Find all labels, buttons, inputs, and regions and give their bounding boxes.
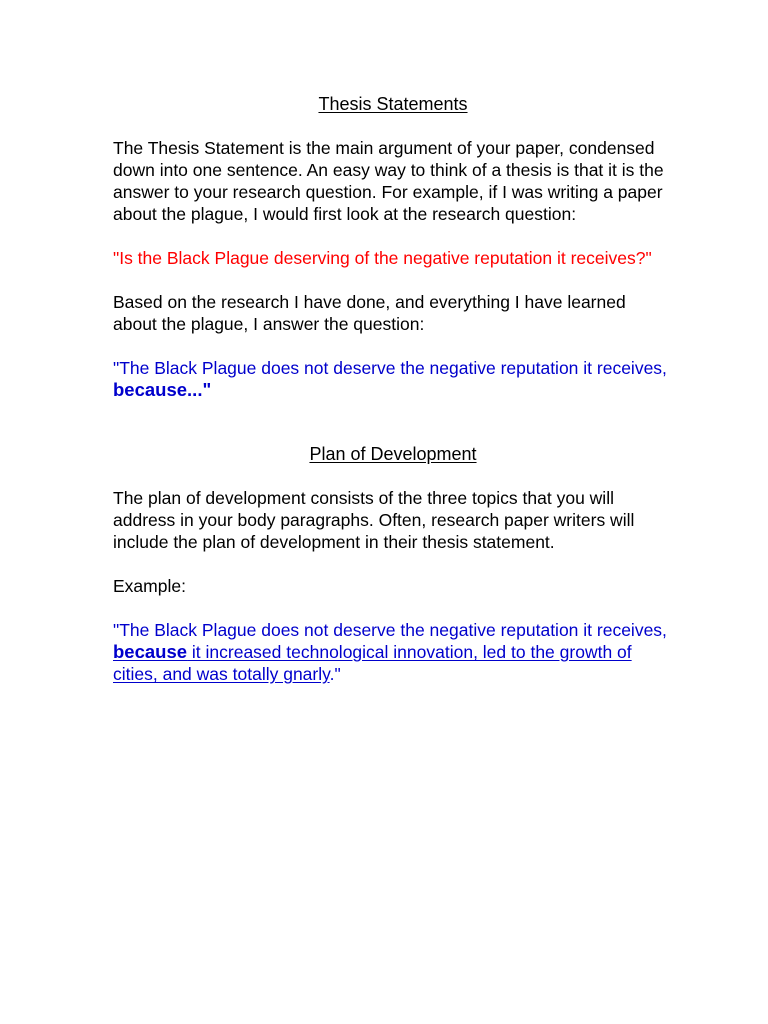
thesis-answer-because: because...": [113, 379, 212, 400]
example-thesis-suffix: .": [329, 664, 341, 684]
example-thesis-because: because: [113, 641, 188, 662]
plan-intro-paragraph: The plan of development consists of the three topics that you will address in your body paragraphs. Often, research paper writers will include the plan of development in their thesis statement.: [113, 488, 635, 552]
example-thesis-prefix: "The Black Plague does not deserve the negative reputation it receives,: [113, 620, 667, 640]
thesis-statements-heading: Thesis Statements: [318, 94, 468, 114]
plan-of-development-heading: Plan of Development: [309, 444, 477, 464]
research-question-text: "Is the Black Plague deserving of the negative reputation it receives?": [113, 248, 652, 268]
example-label: Example:: [113, 576, 186, 596]
example-thesis-text: [113, 619, 673, 685]
thesis-intro-paragraph: The Thesis Statement is the main argument of your paper, condensed down into one sentence. An easy way to think of a thesis is that it is the answer to your research question. For example, if I was writing a paper about the plague, I would first look at the research question:: [113, 138, 664, 224]
example-thesis-topics: it increased technological innovation, led to the growth of cities, and was totally gnarly: [113, 642, 632, 684]
thesis-answer-prefix: "The Black Plague does not deserve the negative reputation it receives,: [113, 358, 667, 378]
research-answer-intro-paragraph: Based on the research I have done, and everything I have learned about the plague, I answer the question:: [113, 292, 626, 334]
thesis-answer-text: [113, 357, 673, 401]
document-page: [113, 93, 673, 685]
